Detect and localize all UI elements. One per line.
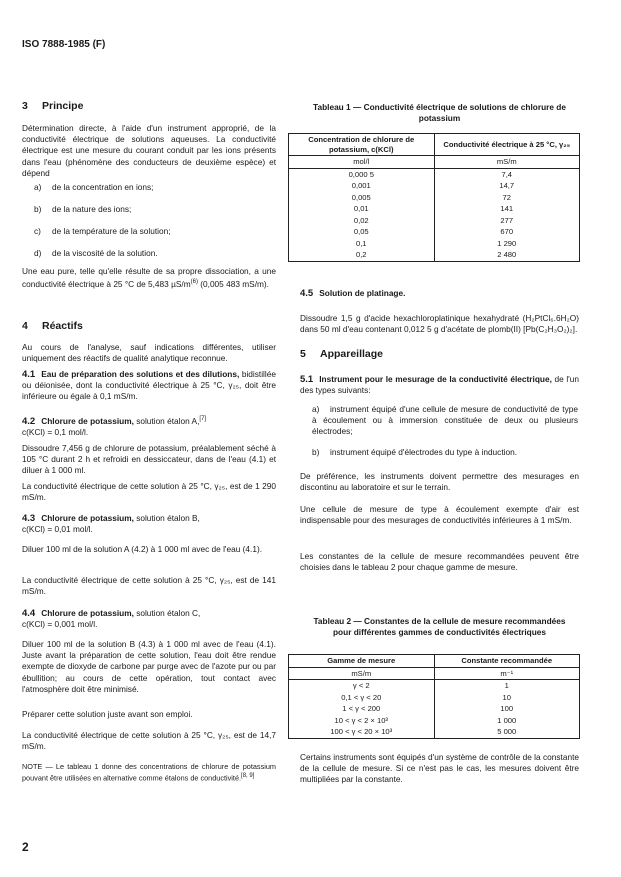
concentration-cell: 0,05 xyxy=(353,227,369,236)
section-4-4: 4.4 Chlorure de potassium, solution étalon C, c(KCl) = 0,001 mol/l. xyxy=(22,608,201,630)
value-cell: 5 000 xyxy=(434,726,580,738)
value-cell: 670 xyxy=(434,226,580,238)
paragraph: Diluer 100 ml de la solution A (4.2) à 1 000 ml avec de l'eau (4.1). xyxy=(22,544,263,554)
table-row xyxy=(289,249,580,261)
section-4-5-heading: 4.5 Solution de platinage. xyxy=(300,288,406,299)
value-cell: 100 xyxy=(434,703,580,715)
value-cell: 277 xyxy=(434,215,580,227)
value-cell: 1 xyxy=(434,680,580,692)
paragraph: Diluer 100 ml de la solution B (4.3) à 1 000 ml avec de l'eau (4.1). Juste avant la préparation de cette solution, l'eau doit être rendue exempte de dioxyde de carbone par purge avec de l'azote pur ou par ébullition; au cours de cette opération, tout contact avec l'atmosphère doit être minimisé. xyxy=(22,639,276,694)
paragraph: La conductivité électrique de cette solution à 25 °C, γ₂₅, est de 141 mS/m. xyxy=(22,575,276,597)
list-item: c) de la température de la solution; xyxy=(34,226,171,236)
concentration-cell: 0,000 5 xyxy=(348,169,374,179)
paragraph: Détermination directe, à l'aide d'un instrument approprié, de la conductivité électrique de solutions aqueuses. La conductivité électrique est une mesure du courant conduit par les ions présents dans l'eau (phénomène des conducteurs de deuxième espèce) et dépend xyxy=(22,123,276,178)
list-item: a) instrument équipé d'une cellule de mesure de conductivité de type à écoulement ou à immersion constituée de deux ou plusieurs électrodes; xyxy=(312,404,578,437)
section-4-2: 4.2 Chlorure de potassium, solution étalon A,[7] c(KCl) = 0,1 mol/l. xyxy=(22,415,207,437)
table-row xyxy=(289,226,580,238)
value-cell: 1 000 xyxy=(434,715,580,727)
concentration-cell: 0,1 < γ < 20 xyxy=(341,692,382,702)
concentration-cell: 0,2 xyxy=(355,250,367,259)
paragraph: La conductivité électrique de cette solution à 25 °C, γ₂₅, est de 1 290 mS/m. xyxy=(22,481,276,503)
paragraph: La conductivité électrique de cette solution à 25 °C, γ₂₅, est de 14,7 mS/m. xyxy=(22,730,276,752)
section-4-heading: 4 Réactifs xyxy=(22,320,83,332)
column-header: Conductivité électrique à 25 °C, γ₂₅ xyxy=(434,134,580,156)
value-cell: 2 480 xyxy=(434,249,580,261)
table-row xyxy=(289,680,580,692)
unit-cell: mol/l xyxy=(289,156,435,169)
unit-cell: mS/m xyxy=(289,667,435,680)
paragraph: Dissoudre 1,5 g d'acide hexachloroplatinique hexahydraté (H₂PtCl₆.6H₂O) dans 50 ml d'eau contenant 0,012 5 g d'acétate de plomb(II) [Pb(C₂H₃O₂)₂]. xyxy=(300,313,579,335)
table-row xyxy=(289,703,580,715)
paragraph: Une eau pure, telle qu'elle résulte de sa propre dissociation, a une conductivité électrique à 25 °C de 5,483 $\mu S/m^{(6)}$ (0,005 483 mS/m). xyxy=(22,266,276,289)
section-4-3: 4.3 Chlorure de potassium, solution étalon B, c(KCl) = 0,01 mol/l. xyxy=(22,513,200,535)
value-cell: 7,4 xyxy=(434,168,580,180)
table-1 xyxy=(288,133,580,262)
table-2 xyxy=(288,654,580,739)
value-cell: 72 xyxy=(434,192,580,204)
concentration-cell: 0,02 xyxy=(353,215,369,225)
table-row xyxy=(289,203,580,215)
concentration-cell: 0,001 xyxy=(351,181,371,190)
column-header: Constante recommandée xyxy=(434,655,580,668)
concentration-cell: 0,01 xyxy=(353,204,369,213)
table-row xyxy=(289,215,580,227)
list-item: a) de la concentration en ions; xyxy=(34,182,154,192)
concentration-cell: 0,1 xyxy=(355,238,367,248)
section-4-1: 4.1 Eau de préparation des solutions et des dilutions, bidistillée ou déionisée, dont la conductivité électrique à 25 °C, γ₂₅, doit être inférieure ou égale à 0,1 mS/m. xyxy=(22,369,276,402)
table-1-caption: Tableau 1 — Conductivité électrique de solutions de chlorure de potassium xyxy=(313,102,566,124)
unit-cell: m⁻¹ xyxy=(434,667,580,680)
concentration-cell: 10 < γ < 2 × 10³ xyxy=(334,715,388,725)
table-row xyxy=(289,238,580,250)
section-title: Principe xyxy=(42,100,84,112)
paragraph: Préparer cette solution juste avant son emploi. xyxy=(22,709,193,719)
concentration-cell: γ < 2 xyxy=(352,681,370,690)
value-cell: 14,7 xyxy=(434,180,580,192)
column-header: Concentration de chlorure de potassium, c(KCl) xyxy=(289,134,435,156)
page-header: ISO 7888-1985 (F) xyxy=(22,39,106,50)
table-row xyxy=(289,168,580,180)
value-cell: 10 xyxy=(434,692,580,704)
paragraph: Les constantes de la cellule de mesure recommandées peuvent être choisies dans le tableau 2 pour chaque gamme de mesure. xyxy=(300,551,579,573)
section-5-1: 5.1 Instrument pour le mesurage de la conductivité électrique, de l'un des types suivants: xyxy=(300,374,579,396)
section-5-heading: 5 Appareillage xyxy=(300,348,384,360)
reference: (6) xyxy=(190,279,198,286)
section-3-heading xyxy=(22,101,276,112)
concentration-cell: 0,005 xyxy=(351,192,371,202)
value-cell: 1 290 xyxy=(434,238,580,250)
concentration-cell: 1 < γ < 200 xyxy=(342,704,381,713)
list-item: d) de la viscosité de la solution. xyxy=(34,248,158,258)
list-item: b) de la nature des ions; xyxy=(34,204,132,214)
paragraph: Certains instruments sont équipés d'un système de contrôle de la constante de la cellule de mesure. Si ce n'est pas le cas, les mesures doivent être multipliées par la constante. xyxy=(300,752,579,785)
concentration-cell: 100 < γ < 20 × 10³ xyxy=(330,727,393,736)
table-row xyxy=(289,692,580,704)
table-2-caption: Tableau 2 — Constantes de la cellule de mesure recommandées pour différentes gammes de conductivités électriques xyxy=(313,616,566,638)
value-cell: 141 xyxy=(434,203,580,215)
page-number: 2 xyxy=(22,840,29,854)
table-row xyxy=(289,715,580,727)
paragraph: Dissoudre 7,456 g de chlorure de potassium, préalablement séché à 105 °C durant 2 h et refroidi en dessiccateur, dans de l'eau (4.1) et diluer à 1 000 ml. xyxy=(22,443,276,476)
unit-cell: mS/m xyxy=(434,156,580,169)
list-item: b) instrument équipé d'électrodes du type à induction. xyxy=(312,447,518,457)
table-row xyxy=(289,192,580,204)
paragraph: Une cellule de mesure de type à écoulement exempte d'air est indispensable pour des mesurages de conductivités inférieures à 1 mS/m. xyxy=(300,504,579,526)
column-header: Gamme de mesure xyxy=(289,655,435,668)
paragraph: Au cours de l'analyse, sauf indications différentes, utiliser uniquement des réactifs de qualité analytique reconnue. xyxy=(22,342,276,364)
table-row xyxy=(289,180,580,192)
note: NOTE — Le tableau 1 donne des concentrations de chlorure de potassium pouvant être utilisées en alternative comme étalons de conductivité.[8, 9] xyxy=(22,762,276,782)
paragraph: De préférence, les instruments doivent permettre des mesurages en discontinu au laboratoire et sur le terrain. xyxy=(300,471,579,493)
table-row xyxy=(289,726,580,738)
section-number: 3 xyxy=(22,100,28,112)
